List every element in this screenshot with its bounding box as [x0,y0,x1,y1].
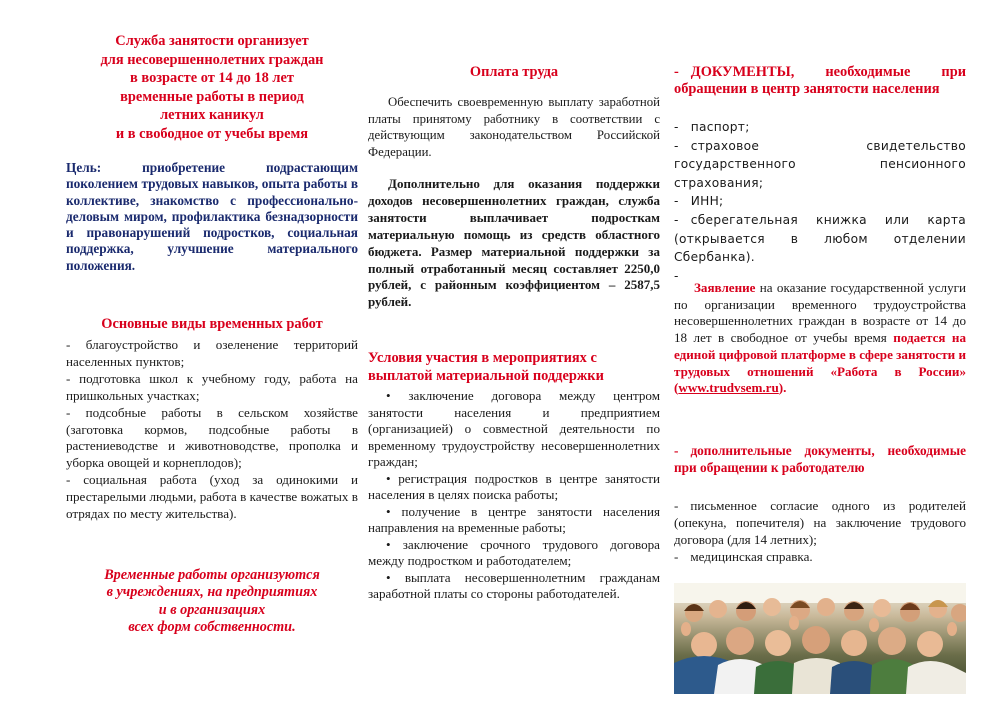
closing-line: и в организациях [158,601,266,618]
closing-line: в учреждениях, на предприятиях [106,584,318,601]
list-item: • заключение срочного трудового договора между подростком и работодателем; [368,536,660,568]
list-item [674,192,966,211]
list-item [674,497,966,548]
conditions-list [368,388,660,603]
dash: - [674,138,679,153]
list-item: • получение в центре занятости населения направления на временные работы; [368,503,660,535]
dash: - [674,212,679,227]
dash: - [674,268,679,283]
header-line: летних каникул [160,107,264,124]
list-item-text: ИНН; [690,194,724,209]
list-item: - подсобные работы в сельском хозяйстве (заготовка кормов, подсобные работы в растениеводстве и животноводстве, прополка и уборка овощей и корнеплодов); [66,404,358,471]
types-list [66,337,358,523]
list-item: - подготовка школ к учебному году, работа на пришкольных участках; [66,370,358,403]
trudvsem-link[interactable]: www.trudvsem.ru [678,380,779,396]
closing-line: Временные работы организуются [104,567,320,583]
dash: - [674,443,679,458]
documents-heading-text: ДОКУМЕНТЫ, необходимые при обращении в центр занятости населения [674,64,966,98]
list-item [674,137,966,193]
header-line: Служба занятости организует [115,33,309,49]
additional-docs-heading-text: дополнительные документы, необходимые при обращении к работодателю [674,443,966,475]
crowd-shirts [674,656,966,694]
list-item: • регистрация подростков в центре занятости населения в целях поиска работы; [368,470,660,502]
statement-red-text: подается на единой цифровой платформе в сфере занятости и трудовых отношений «Работа в России» ( [674,330,967,396]
photo-crowd [674,583,966,694]
list-item: - благоустройство и озеленение территорий населенных пунктов; [66,337,358,369]
list-item: - социальная работа (уход за одинокими и престарелыми людьми, работа в качестве вожатых в отрядах по месту жительства). [66,472,358,522]
list-item-text: страховое свидетельство государственного пенсионного страхования; [674,138,966,190]
header-line: и в свободное от учебы время [115,125,309,142]
documents-list [674,118,966,285]
pay-heading: Оплата труда [469,64,559,80]
dash: - [674,194,679,209]
support-paragraph: Дополнительно для оказания поддержки доходов несовершеннолетних граждан, служба занятости выплачивает подросткам материальную помощь из средств областного бюджета. Размер материальной поддержки за полный отработанный месяц составляет 2250,0 рублей, с районным коэффициентом – 2587,5 рублей. [368,176,660,310]
additional-docs-list [674,497,966,565]
header-line: для несовершеннолетних граждан [100,51,324,68]
documents-heading [674,64,966,98]
pay-paragraph: Обеспечить своевременную выплату заработной платы принятому работнику в соответствии с действующим законодательством Российской Федерации. [368,95,660,160]
dash: - [674,64,679,80]
dash: - [674,498,679,513]
additional-docs-heading [674,443,966,476]
crowd-back-row [685,598,966,622]
statement-text: на оказание государственной услуги по организации временного трудоустройства несовершеннолетних граждан в возрасте от 14 до 18 лет в свободное от учебы время [674,280,966,346]
main-header [66,32,358,144]
list-item: • выплата несовершеннолетним гражданам заработной платы со стороны работодателей. [368,569,660,601]
list-item [674,118,966,137]
list-item [674,548,966,565]
statement-label: Заявление [694,280,756,295]
dash: - [674,549,679,564]
list-item-text: письменное согласие одного из родителей (опекуна, попечителя) на заключение трудового договора (для 14 летних); [674,498,966,547]
goal-paragraph: Цель: приобретение подрастающим поколением трудовых навыков, опыта работы в коллективе, знакомство с профессионально-деловым миром, профилактика безнадзорности и правонарушений подростков, социальная поддержка, улучшение материального положения. [66,160,358,273]
list-item: • заключение договора между центром занятости населения и предприятием (организацией) о совместной деятельности по временному трудоустройству несовершеннолетних граждан; [368,388,660,469]
list-item-text: медицинская справка. [690,549,813,564]
teenagers-group-photo [674,583,966,694]
crowd-front-row [691,626,943,658]
header-line: временные работы в период [120,88,304,105]
list-item [674,211,966,267]
list-item-text: паспорт; [690,120,750,134]
list-item-text: сберегательная книжка или карта (открывается в любом отделении Сбербанка). [674,212,966,265]
conditions-heading: Условия участия в мероприятиях с выплатой материальной поддержки [368,350,604,384]
header-line: в возрасте от 14 до 18 лет [130,70,294,87]
closing-line: всех форм собственности. [128,619,296,636]
dash: - [674,120,679,134]
statement-end: ). [778,380,787,396]
types-heading: Основные виды временных работ [101,316,323,332]
closing-note [66,567,358,637]
statement-paragraph [674,280,966,397]
